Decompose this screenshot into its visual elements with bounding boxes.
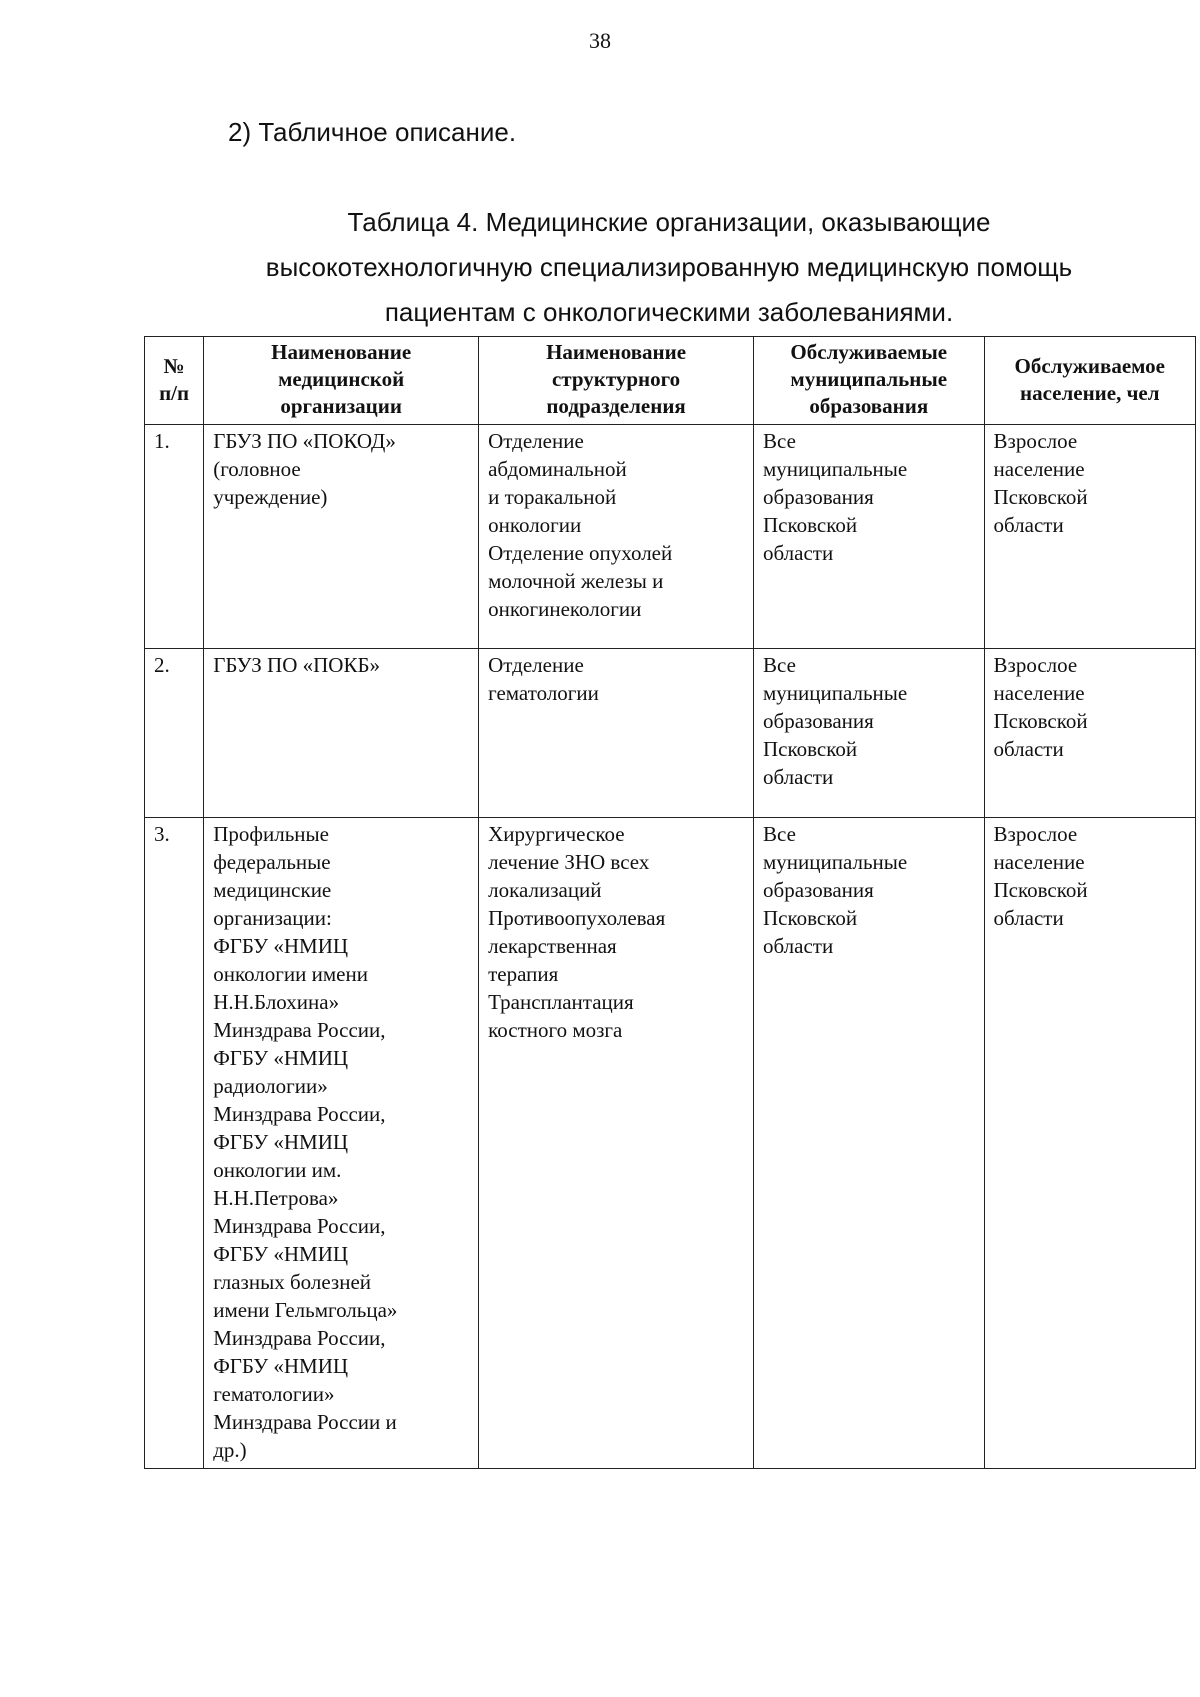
header-department [479, 337, 754, 425]
cell-line: онкологии им. [213, 1158, 342, 1182]
cell-line: муниципальные [763, 681, 908, 705]
cell-line: федеральные [213, 850, 331, 874]
cell-municipalities [754, 425, 985, 649]
cell-line: области [993, 513, 1064, 537]
cell-line: Взрослое [993, 429, 1078, 453]
table-row [145, 818, 1196, 1469]
cell-line: п/п [159, 380, 190, 405]
cell-line: Наименование [271, 340, 412, 364]
cell-line: ФГБУ «НМИЦ [213, 1046, 349, 1070]
caption-line: пациентам с онкологическими заболеваниями. [384, 297, 954, 327]
cell-line: гематологии [488, 681, 599, 705]
cell-line: имени Гельмгольца» [213, 1298, 398, 1322]
cell-department [479, 425, 754, 649]
cell-line: и торакальной [488, 485, 617, 509]
cell-number: 2. [145, 649, 204, 818]
cell-line: образования [763, 485, 874, 509]
cell-number: 3. [145, 818, 204, 1469]
cell-line: Все [763, 653, 796, 677]
cell-line: организации: [213, 906, 332, 930]
cell-line: Н.Н.Блохина» [213, 990, 340, 1014]
table-row [145, 649, 1196, 818]
cell-line: ГБУЗ ПО «ПОКБ» [213, 653, 381, 677]
cell-number: 1. [145, 425, 204, 649]
cell-line: структурного [551, 367, 681, 391]
cell-line: онкологии [488, 513, 582, 537]
cell-line: муниципальные [763, 850, 908, 874]
cell-line: Хирургическое [488, 822, 625, 846]
cell-municipalities [754, 649, 985, 818]
cell-line: образования [809, 394, 929, 418]
cell-line: гематологии» [213, 1382, 335, 1406]
cell-line: Псковской [763, 906, 858, 930]
cell-line: Отделение опухолей [488, 541, 673, 565]
table-row [145, 425, 1196, 649]
cell-line: Все [763, 822, 796, 846]
cell-line: образования [763, 878, 874, 902]
cell-line: Минздрава России, [213, 1018, 386, 1042]
cell-line: абдоминальной [488, 457, 627, 481]
cell-department [479, 818, 754, 1469]
cell-line: организации [280, 394, 402, 418]
cell-line: др.) [213, 1438, 247, 1462]
cell-line: онкогинекологии [488, 597, 642, 621]
cell-line: Противоопухолевая [488, 906, 666, 930]
cell-line: население [993, 681, 1085, 705]
cell-line: терапия [488, 962, 559, 986]
organizations-table [144, 336, 1196, 1469]
cell-line: подразделения [546, 394, 686, 418]
cell-line: локализаций [488, 878, 602, 902]
cell-line: Наименование [546, 340, 687, 364]
cell-line: ФГБУ «НМИЦ [213, 1242, 349, 1266]
cell-line: Псковской [993, 878, 1088, 902]
cell-line: Профильные [213, 822, 329, 846]
cell-population [984, 649, 1195, 818]
cell-population [984, 818, 1195, 1469]
cell-line: образования [763, 709, 874, 733]
cell-line: Отделение [488, 653, 584, 677]
cell-line: Псковской [763, 513, 858, 537]
cell-line: Все [763, 429, 796, 453]
page-number: 38 [589, 28, 611, 53]
cell-line: Минздрава России и [213, 1410, 397, 1434]
cell-line: население [993, 850, 1085, 874]
intro-text: 2) Табличное описание. [228, 117, 517, 147]
table-header-row [145, 337, 1196, 425]
cell-line: муниципальные [763, 457, 908, 481]
cell-organization [204, 818, 479, 1469]
cell-department [479, 649, 754, 818]
cell-line: Отделение [488, 429, 584, 453]
cell-line: Псковской [993, 709, 1088, 733]
cell-line: лекарственная [488, 934, 617, 958]
cell-line: области [763, 541, 834, 565]
cell-line: учреждение) [213, 485, 328, 509]
cell-line: Псковской [993, 485, 1088, 509]
cell-line: лечение ЗНО всех [488, 850, 650, 874]
cell-line: области [993, 737, 1064, 761]
cell-line: Взрослое [993, 822, 1078, 846]
cell-line: медицинской [278, 367, 405, 391]
header-municipalities [754, 337, 985, 425]
cell-population [984, 425, 1195, 649]
cell-line: ФГБУ «НМИЦ [213, 934, 349, 958]
cell-line: Обслуживаемое [1014, 353, 1165, 378]
header-population [984, 337, 1195, 425]
cell-line: ФГБУ «НМИЦ [213, 1354, 349, 1378]
cell-organization [204, 425, 479, 649]
cell-line: Минздрава России, [213, 1214, 386, 1238]
cell-organization [204, 649, 479, 818]
cell-line: муниципальные [790, 367, 948, 391]
cell-line: Трансплантация [488, 990, 634, 1014]
caption-line: высокотехнологичную специализированную медицинскую помощь [265, 252, 1073, 282]
header-organization [204, 337, 479, 425]
cell-line: костного мозга [488, 1018, 623, 1042]
cell-line: (головное [213, 457, 301, 481]
cell-line: медицинские [213, 878, 332, 902]
cell-line: ГБУЗ ПО «ПОКОД» [213, 429, 396, 453]
cell-line: Псковской [763, 737, 858, 761]
cell-line: глазных болезней [213, 1270, 372, 1294]
cell-line: Н.Н.Петрова» [213, 1186, 339, 1210]
table-caption [144, 200, 1194, 335]
caption-line: Таблица 4. Медицинские организации, оказывающие [347, 207, 991, 237]
cell-line: области [993, 906, 1064, 930]
cell-line: молочной железы и [488, 569, 664, 593]
cell-line: Минздрава России, [213, 1102, 386, 1126]
cell-line: области [763, 934, 834, 958]
cell-line: население [993, 457, 1085, 481]
header-number [145, 337, 204, 425]
cell-municipalities [754, 818, 985, 1469]
cell-line: Взрослое [993, 653, 1078, 677]
cell-line: ФГБУ «НМИЦ [213, 1130, 349, 1154]
cell-line: Обслуживаемые [790, 340, 948, 364]
cell-line: Минздрава России, [213, 1326, 386, 1350]
cell-line: онкологии имени [213, 962, 368, 986]
cell-line: население, чел [1019, 380, 1160, 405]
cell-line: радиологии» [213, 1074, 328, 1098]
cell-line: области [763, 765, 834, 789]
cell-line: № [163, 353, 185, 378]
